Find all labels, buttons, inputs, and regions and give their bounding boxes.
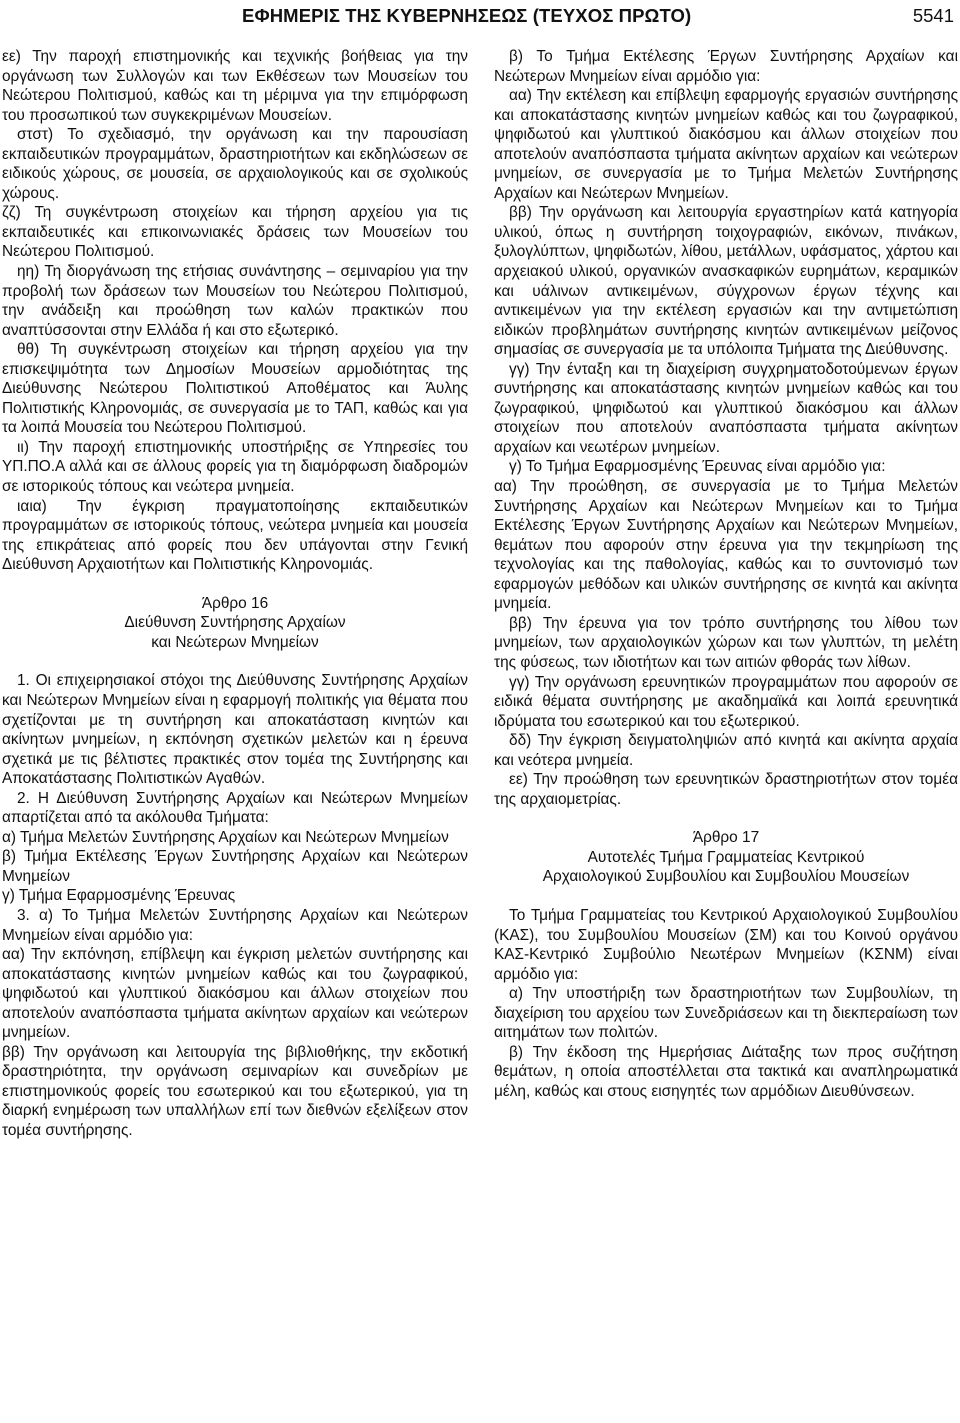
paragraph: ιι) Την παροχή επιστημονικής υποστήριξης σε Υπηρεσίες του ΥΠ.ΠΟ.Α αλλά και σε άλλους φορείς για τη διαμόρφωση διαδρομών σε ιστορικούς τόπους και νεώτερα μνημεία.	[2, 438, 468, 496]
running-title: ΕΦΗΜΕΡΙΣ ΤΗΣ ΚΥΒΕΡΝΗΣΕΩΣ (ΤΕΥΧΟΣ ΠΡΩΤΟ)	[242, 5, 692, 26]
paragraph: β) Την έκδοση της Ημερήσιας Διάταξης των προς συζήτηση θεμάτων, η οποία αποστέλλεται στα τακτικά και αναπληρωματικά μέλη, καθώς και στους εισηγητές των αρμόδιων Διευθύνσεων.	[494, 1043, 958, 1100]
paragraph: α) Την υποστήριξη των δραστηριοτήτων των Συμβουλίων, τη διαχείριση του αρχείου των Συνεδριάσεων και τη διεκπεραίωση των αιτημάτων των πολιτών.	[494, 985, 958, 1042]
paragraph: θθ) Τη συγκέντρωση στοιχείων και τήρηση αρχείου για την επισκεψιμότητα των Δημοσίων Μουσείων αρμοδιότητας της Διεύθυνσης Νεώτερου Πολιτιστικού Αποθέματος και Άυλης Πολιτιστικής Κληρονομιάς, σε συνεργασία με το ΤΑΠ, καθώς και για τα λοιπά Μουσεία του Νεώτερου Πολιτισμού.	[2, 341, 468, 437]
paragraph: γ) Τμήμα Εφαρμοσμένης Έρευνας	[2, 887, 236, 905]
article-16-title: Άρθρο 16	[201, 594, 269, 612]
paragraph: Το Τμήμα Γραμματείας του Κεντρικού Αρχαιολογικού Συμβουλίου (ΚΑΣ), του Συμβουλίου Μουσείων (ΣΜ) και του Κοινού οργάνου ΚΑΣ-Κεντρικό Συμβούλιο Νεωτέρων Μνημείων (ΚΣΝΜ) είναι αρμόδιο για:	[494, 906, 958, 983]
paragraph: αα) Την προώθηση, σε συνεργασία με το Τμήμα Μελετών Συντήρησης Αρχαίων και Νεώτερων Μνημείων και το Τμήμα Εκτέλεσης Έργων Συντήρησης Αρχαίων και Νεώτερων Μνημείων, θεμάτων που αφορούν στην έρευνα για την τεκμηρίωση της τεχνολογίας και της παθολογίας, καθώς και το συντονισμό των εφαρμογών μεθόδων και υλικών συντήρησης σε κινητά και ακίνητα μνημεία.	[494, 478, 958, 613]
paragraph: 2. Η Διεύθυνση Συντήρησης Αρχαίων και Νεώτερων Μνημείων απαρτίζεται από τα ακόλουθα Τμήματα:	[2, 789, 468, 827]
paragraph: ββ) Την οργάνωση και λειτουργία εργαστηρίων κατά κατηγορία υλικού, όπως η συντήρηση τοιχογραφιών, εικόνων, πινάκων, ξυλογλύπτων, ψηφιδωτών, λίθου, μετάλλων, υφάσματος, χάρτου και αρχειακού υλικού, οργανικών ανασκαφικών ευρημάτων, κεραμικών και υάλινων αντικειμένων, σύγχρονων έργων τέχνης και αντικειμένων για την εκτέλεση εργασιών και την αντιμετώπιση ειδικών προβλημάτων συντήρησης κινητών αντικειμένων μείζονος σημασίας σε συνεργασία με τα υπόλοιπα Τμήματα της Διεύθυνσης.	[494, 204, 958, 359]
article-17-title: Άρθρο 17	[692, 829, 760, 847]
paragraph: γγ) Την ένταξη και τη διαχείριση συγχρηματοδοτούμενων έργων συντήρησης και αποκατάστασης κινητών μνημείων καθώς και του ζωγραφικού, ψηφιδωτού και γλυπτικού διακόσμου και άλλων στοιχείων που αποτελούν αναπόσπαστα τμήματα ακίνητων αρχαίων και νεωτέρων μνημείων.	[494, 360, 958, 456]
paragraph: εε) Την προώθηση των ερευνητικών δραστηριοτήτων στον τομέα της αρχαιομετρίας.	[494, 771, 958, 808]
page-header	[0, 0, 960, 30]
paragraph: ηη) Τη διοργάνωση της ετήσιας συνάντησης – σεμιναρίου για την προβολή των δράσεων των Μουσείων του Νεώτερου Πολιτισμού, την ανάδειξη και προώθηση των καλών πρακτικών που αναπτύσσονται στην Ελλάδα ή και στο εξωτερικό.	[2, 263, 468, 339]
paragraph: ζζ) Τη συγκέντρωση στοιχείων και τήρηση αρχείου για τις εκπαιδευτικές και επικοινωνιακές δράσεις των Μουσείων του Νεώτερου Πολιτισμού.	[2, 204, 468, 261]
paragraph: γ) Το Τμήμα Εφαρμοσμένης Έρευνας είναι αρμόδιο για:	[509, 458, 886, 476]
paragraph: ββ) Την οργάνωση και λειτουργία της βιβλιοθήκης, την εκδοτική δραστηριότητα, την οργάνωση σεμιναρίων και συνεδρίων με επιστημονικούς φορείς του εσωτερικού και του εξωτερικού, για τη διαρκή ενημέρωση των υπαλλήλων επί των διεθνών εξελίξεων στον τομέα συντήρησης.	[2, 1043, 468, 1139]
page-number: 5541	[912, 5, 954, 26]
paragraph: αα) Την εκτέλεση και επίβλεψη εφαρμογής εργασιών συντήρησης και αποκατάστασης κινητών μνημείων καθώς και του ζωγραφικού, ψηφιδωτού και γλυπτικού διακόσμου και άλλων στοιχείων που αποτελούν αναπόσπαστα τμήματα ακίνητων αρχαίων και νεώτερων μνημείων, σε συνεργασία με το Τμήμα Μελετών Συντήρησης Αρχαίων και Νεώτερων Μνημείων.	[494, 87, 958, 202]
article-17-subtitle: Αρχαιολογικού Συμβουλίου και Συμβουλίου Μουσείων	[542, 868, 910, 886]
paragraph: στστ) Το σχεδιασμό, την οργάνωση και την παρουσίαση εκπαιδευτικών προγραμμάτων, δραστηριοτήτων και εκδηλώσεων σε ειδικούς χώρους, σε μουσεία, σε αρχαιολογικούς και σε σχολικούς χώρους.	[2, 126, 468, 202]
paragraph: 3. α) Το Τμήμα Μελετών Συντήρησης Αρχαίων και Νεώτερων Μνημείων είναι αρμόδιο για:	[2, 906, 468, 944]
paragraph: β) Το Τμήμα Εκτέλεσης Έργων Συντήρησης Αρχαίων και Νεώτερων Μνημείων είναι αρμόδιο για:	[494, 48, 958, 85]
article-16-subtitle: Διεύθυνση Συντήρησης Αρχαίων	[124, 614, 346, 632]
right-column	[494, 47, 958, 1101]
paragraph: 1. Οι επιχειρησιακοί στόχοι της Διεύθυνσης Συντήρησης Αρχαίων και Νεώτερων Μνημείων είναι η εφαρμογή πολιτικής για θέματα που σχετίζονται με τη συντήρηση και αποκατάσταση κινητών και ακίνητων μνημείων, η εκπόνηση σχετικών μελετών και η έρευνα σχετικά με τις βέλτιστες πρακτικές στον τομέα της Συντήρησης και Αποκατάστασης Πολιτιστικών Αγαθών.	[2, 672, 468, 788]
paragraph: β) Τμήμα Εκτέλεσης Έργων Συντήρησης Αρχαίων και Νεώτερων Μνημείων	[2, 848, 468, 885]
paragraph: ββ) Την έρευνα για τον τρόπο συντήρησης του λίθου των μνημείων, των αρχαιολογικών χώρων και των γλυπτών, τη μελέτη της φύσεως, των ιδιοτήτων και των αιτιών φθοράς των λίθων.	[494, 614, 958, 671]
paragraph: α) Τμήμα Μελετών Συντήρησης Αρχαίων και Νεώτερων Μνημείων	[2, 828, 449, 846]
paragraph: αα) Την εκπόνηση, επίβλεψη και έγκριση μελετών συντήρησης και αποκατάστασης κινητών μνημείων καθώς και του ζωγραφικού, ψηφιδωτού και γλυπτικού διακόσμου και άλλων στοιχείων που αποτελούν αναπόσπαστα τμήματα ακίνητων αρχαίων και νεώτερων μνημείων.	[2, 946, 468, 1042]
paragraph: εε) Την παροχή επιστημονικής και τεχνικής βοήθειας για την οργάνωση των Συλλογών και των Εκθέσεων των Μουσείων του Νεώτερου Πολιτισμού, καθώς και τη μέριμνα για την επιμόρφωση του προσωπικού των συγκεκριμένων Μουσείων.	[2, 48, 468, 124]
paragraph: ιαια) Την έγκριση πραγματοποίησης εκπαιδευτικών προγραμμάτων σε ιστορικούς τόπους, νεώτερα μνημεία και μουσεία της επικράτειας από φορείς που δεν υπάγονται στην Γενική Διεύθυνση Αρχαιοτήτων και Πολιτιστικής Κληρονομιάς.	[2, 497, 468, 574]
paragraph: δδ) Την έγκριση δειγματοληψιών από κινητά και ακίνητα αρχαία και νεότερα μνημεία.	[494, 732, 958, 769]
article-17-subtitle: Αυτοτελές Τμήμα Γραμματείας Κεντρικού	[587, 848, 865, 866]
article-16-subtitle: και Νεώτερων Μνημείων	[151, 633, 319, 651]
left-column	[2, 47, 468, 1141]
paragraph: γγ) Την οργάνωση ερευνητικών προγραμμάτων που αφορούν σε ειδικά θέματα συντήρησης με ακαδημαϊκά και λοιπά ερευνητικά ιδρύματα του εσωτερικού και του εξωτερικού.	[494, 673, 958, 730]
